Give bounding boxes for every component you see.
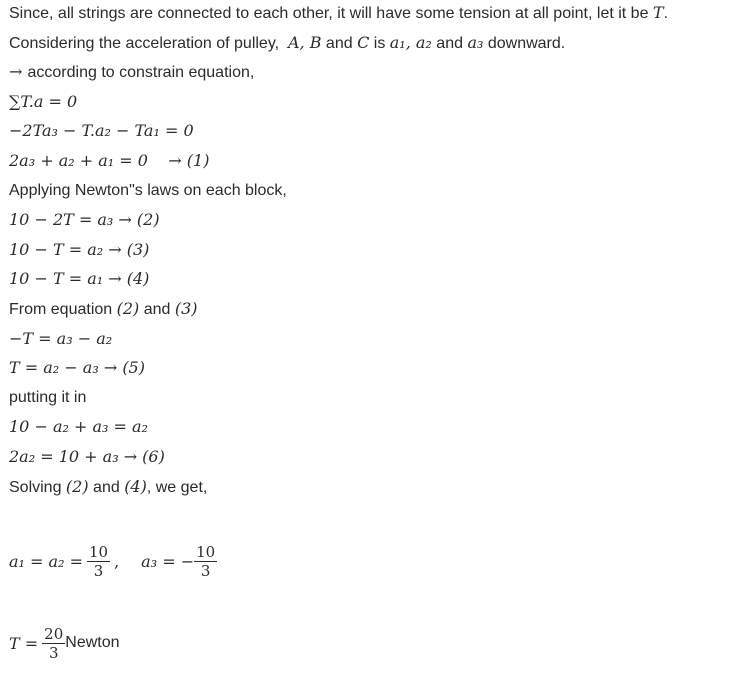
solution-line	[9, 296, 755, 326]
math-expression: T = a₂ − a₃ → (5)	[9, 358, 145, 378]
solution-line	[9, 266, 755, 296]
math-expression: (2)	[65, 476, 89, 496]
numerator: 10	[196, 542, 216, 561]
acceleration-result	[9, 531, 755, 591]
solution-line	[9, 178, 755, 208]
solution-line	[9, 474, 755, 504]
numerator: 10	[88, 542, 109, 561]
text-segment: and	[431, 34, 468, 52]
text-segment: Solving	[9, 478, 66, 496]
math-expression: a₃	[467, 32, 484, 52]
text-segment: downward.	[483, 34, 566, 52]
text-segment: according to constrain equation,	[27, 64, 255, 82]
solution-line	[9, 414, 755, 444]
text-segment: , we get,	[146, 478, 208, 496]
math-expression: 10 − a₂ + a₃ = a₂	[9, 417, 148, 437]
denominator: 3	[48, 643, 59, 662]
comma: ,	[114, 551, 120, 571]
text-segment: putting it in	[9, 388, 87, 406]
solution-line	[9, 59, 755, 89]
text-segment: and	[88, 478, 125, 496]
solution-line	[9, 444, 755, 474]
text-segment: Applying Newton"s laws on each block,	[9, 181, 287, 199]
math-expression: 10 − 2T = a₃ → (2)	[9, 210, 160, 230]
solution-line	[9, 0, 755, 30]
math-expression: C	[357, 32, 370, 52]
text-segment: Since, all strings are connected to each other, it will have some tension at all point, let it be	[9, 5, 653, 22]
solution-line	[9, 385, 755, 415]
math-expression: (4)	[124, 476, 147, 496]
math-expression: 2a₂ = 10 + a₃ → (6)	[9, 446, 165, 466]
math-expression: 10 − T = a₂ → (3)	[9, 239, 150, 259]
solution-line	[9, 148, 755, 178]
solution-line	[9, 118, 755, 148]
text-segment: From equation	[9, 300, 117, 318]
denominator: 3	[93, 561, 104, 580]
solution-lines	[9, 0, 755, 503]
math-expression: a₁, a₂	[389, 32, 432, 52]
solution-line	[9, 89, 755, 119]
math-expression: (3)	[174, 298, 198, 318]
text-segment: and	[321, 34, 358, 52]
solution-line	[9, 30, 755, 60]
math-expression: T	[652, 3, 664, 22]
fraction	[194, 543, 217, 580]
solution-line	[9, 237, 755, 267]
fraction	[87, 543, 110, 580]
solution-line	[9, 207, 755, 237]
fraction	[42, 625, 65, 662]
denominator: 3	[200, 561, 211, 580]
math-expression: a₁ = a₂ =	[9, 551, 83, 571]
math-expression: 10 − T = a₁ → (4)	[9, 269, 150, 289]
math-expression: 2a₃ + a₂ + a₁ = 0 → (1)	[9, 150, 210, 170]
solution-line	[9, 326, 755, 356]
math-expression: A, B	[287, 32, 322, 52]
solution-line	[9, 355, 755, 385]
tension-result	[9, 613, 755, 673]
text-segment: .	[663, 5, 669, 22]
math-expression: T =	[9, 633, 39, 653]
math-expression: (2)	[116, 298, 140, 318]
text-segment: and	[139, 300, 175, 318]
text-segment: is	[369, 34, 390, 52]
unit-label: Newton	[65, 634, 120, 652]
math-expression: −T = a₃ − a₂	[9, 328, 113, 348]
math-expression: −2Ta₃ − T.a₂ − Ta₁ = 0	[9, 121, 194, 141]
text-segment: Considering the acceleration of pulley,	[9, 34, 288, 52]
math-expression: ∑T.a = 0	[9, 91, 78, 111]
numerator: 20	[44, 624, 64, 643]
math-expression: a₃ = −	[141, 551, 195, 571]
math-expression: →	[9, 62, 28, 82]
